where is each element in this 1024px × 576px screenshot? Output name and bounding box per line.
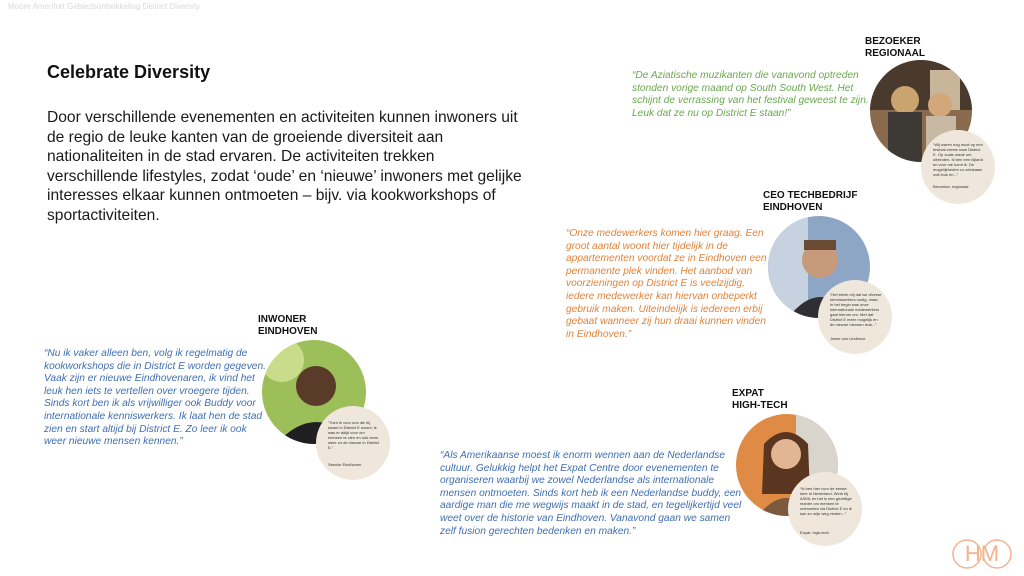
bubble-signature: Jesse van Lindhove bbox=[830, 336, 866, 341]
page-title: Celebrate Diversity bbox=[47, 62, 211, 82]
bubble-text: “Ik ben hier voor de eerste keer in Nederland. Werk bij ASML en het is een gezellige manier om mensen te ontmoeten via District E en ik kan zo mijn weg vinden...” bbox=[800, 486, 852, 516]
quote-expat: “Als Amerikaanse moest ik enorm wennen aan de Nederlandse cultuur. Gelukkig helpt het Expat Centre door evenementen te organiseren waarbij we zowel Nederlandse als internationale mensen ontmoeten. Sinds kort heb ik een Nederlandse buddy, een aardige man die me wegwijs maakt in de stad, en tegelijkertijd veel weet over de historie van Eindhoven. Vanavond gaan we samen zelf fusion gerechten bedenken en maken.” bbox=[440, 450, 742, 537]
persona-label-line1: BEZOEKER bbox=[865, 36, 921, 47]
testimony-bubble-inwoner bbox=[316, 406, 390, 480]
persona-label-ceo bbox=[763, 190, 857, 214]
persona-label-line2: EINDHOVEN bbox=[258, 326, 318, 337]
testimony-bubble-bezoeker bbox=[921, 130, 995, 204]
testimony-bubble-ceo bbox=[818, 280, 892, 354]
bubble-text: “Het bleek mij dat we diverse kenniswerkers nodig, maar in het begin was onze internationale medewerkers gaat hierom om. Met dat District E meer mogelijk en de nieuwe mensen leuk...” bbox=[830, 292, 882, 327]
persona-label-inwoner bbox=[258, 314, 317, 338]
bubble-text: “Wij waren nog nooit op een festival ermee naar District E. Op zoals made om uiteinden. Ik ben een bijland en voor me komt ik. De mogelijkheden zo zeldzaam ooit leuk en...” bbox=[933, 142, 983, 177]
persona-label-line1: CEO TECHBEDRIJF bbox=[763, 190, 858, 201]
quote-ceo: “Onze medewerkers komen hier graag. Een groot aantal woont hier tijdelijk in de appartementen voordat ze in Eindhoven een permanente plek vinden. Het aanbod van voorzieningen op District E is veelzijdig, iedere medewerker kan hiervan onbeperkt gebruik maken. Uiteindelijk is iedereen erbij gebaat wanneer zij hun draai kunnen vinden in Eindhoven.” bbox=[566, 228, 767, 340]
hm-logo-mark bbox=[950, 538, 1014, 570]
bubble-signature: Expat, high-tech bbox=[800, 530, 829, 535]
persona-label-line1: EXPAT bbox=[732, 388, 764, 399]
svg-text:HM: HM bbox=[964, 541, 1000, 566]
persona-label-bezoeker bbox=[865, 36, 925, 60]
quote-bezoeker: “De Aziatische muzikanten die vanavond optreden stonden vorige maand op South South West. Het schijnt de verrassing van het festival geweest te zijn. Leuk dat ze nu op District E staan!” bbox=[632, 70, 869, 119]
bubble-text: “Toen ik voor ons die hij kwam in District E woont, ik was er altijd voor om mensen te zien en ook eens weer zo de nieuwe in District E.” bbox=[328, 420, 379, 450]
bubble-signature: Bezoeker, regionaal bbox=[933, 184, 969, 189]
quote-inwoner: “Nu ik vaker alleen ben, volg ik regelmatig de kookworkshops die in District E worden gegeven. Vaak zijn er nieuwe Eindhovenaren, ik vind het leuk hen iets te vertellen over vroegere tijden. Sinds kort ben ik als vrijwilliger ook Buddy voor internationale kenniswerkers. Ik laat hen de stad zien en start altijd bij District E. Zo leer ik ook weer nieuwe mensen kennen.” bbox=[44, 348, 266, 448]
persona-label-line2: REGIONAAL bbox=[865, 48, 925, 59]
header-breadcrumb: Moore Amerifort Gebiedsontwikkeling District Diversity bbox=[8, 2, 201, 11]
testimony-bubble-expat bbox=[788, 472, 862, 546]
persona-label-line2: HIGH-TECH bbox=[732, 400, 788, 411]
hm-logo bbox=[950, 538, 1014, 570]
intro-paragraph: Door verschillende evenementen en activiteiten kunnen inwoners uit de regio de leuke kanten van de groeiende diversiteit aan nationaliteiten in de stad ervaren. De activiteiten trekken verschillende lifestyles, zodat ‘oude’ en ‘nieuwe’ inwoners met gelijke interesses elkaar kunnen ontmoeten – bijv. via kookworkshops of sportactiviteiten. bbox=[47, 109, 522, 224]
persona-label-expat bbox=[732, 388, 788, 412]
persona-label-line2: EINDHOVEN bbox=[763, 202, 823, 213]
bubble-signature: Seecke Eindhoven bbox=[328, 462, 362, 467]
persona-label-line1: INWONER bbox=[258, 314, 307, 325]
